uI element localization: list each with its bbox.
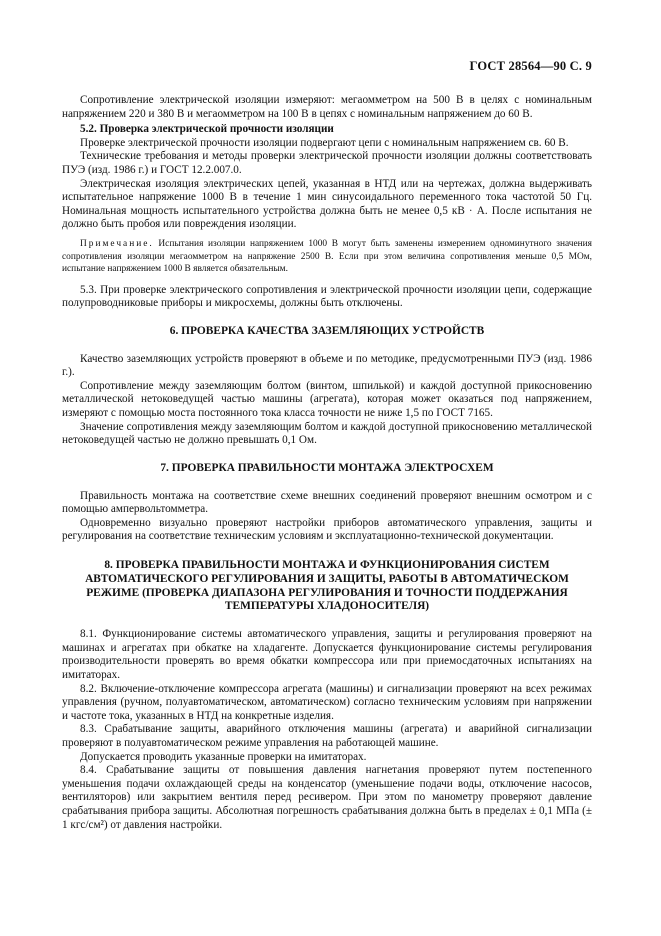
note-label: Примечание. <box>80 238 154 249</box>
paragraph-8-4: 8.4. Срабатывание защиты от повышения давления нагнетания проверяют путем постепенного уменьшения подачи охлаждающей среды на конденсатор (уменьшение подачи воды, отключение насосов, вентиляторов) или закрытием вентиля перед ресивером. При этом по манометру проверяют давление срабатывания прибора защиты. Абсолютная погрешность срабатывания должна быть в пределах ± 0,1 МПа (± 1 кгс/см²) от давления настройки. <box>62 764 592 831</box>
section-title-6: 6. ПРОВЕРКА КАЧЕСТВА ЗАЗЕМЛЯЮЩИХ УСТРОЙСТВ <box>169 324 485 337</box>
section-title-7: 7. ПРОВЕРКА ПРАВИЛЬНОСТИ МОНТАЖА ЭЛЕКТРОСХЕМ <box>160 461 494 474</box>
note-text: Испытания изоляции напряжением 1000 В могут быть заменены измерением одноминутного значения сопротивления изоляции мегаомметром на напряжение 2500 В. Если при этом величина сопротивления меньше 0,5 МОм, испытание напряжением 1000 В является обязательным. <box>62 238 592 275</box>
note-block <box>62 238 592 276</box>
paragraph-wiring-inspection: Правильность монтажа на соответствие схеме внешних соединений проверяют внешним осмотром и с помощью ампервольтомметра. <box>62 489 592 516</box>
section-8-heading-wrap <box>62 559 592 614</box>
paragraph-grounding-resistance: Сопротивление между заземляющим болтом (винтом, шпилькой) и каждой доступной прикосновению металлической нетоковедущей частью машины (агрегата), которая может оказаться под напряжением, измеряют с помощью моста постоянного тока класса точности не ниже 1,5 по ГОСТ 7165. <box>62 379 592 420</box>
section-7-heading-wrap <box>62 462 592 476</box>
paragraph-8-2: 8.2. Включение-отключение компрессора агрегата (машины) и сигнализации проверяют на всех режимах управления (ручном, полуавтоматическом, автоматическом) согласно техническим условиям при напряжении и частоте тока, указанных в НТД на конкретные изделия. <box>62 682 592 722</box>
section-title-8: 8. ПРОВЕРКА ПРАВИЛЬНОСТИ МОНТАЖА И ФУНКЦИОНИРОВАНИЯ СИСТЕМ АВТОМАТИЧЕСКОГО РЕГУЛИРОВАНИЯ И ЗАЩИТЫ, РАБОТЫ В АВТОМАТИЧЕСКОМ РЕЖИМЕ (ПРОВЕРКА ДИАПАЗОНА РЕГУЛИРОВАНИЯ И ТОЧНОСТИ ПОДДЕРЖАНИЯ ТЕМПЕРАТУРЫ ХЛАДОНОСИТЕЛЯ) <box>85 559 569 613</box>
document-body <box>62 94 592 832</box>
paragraph-insulation-measurement: Сопротивление электрической изоляции измеряют: мегаомметром на 500 В в целях с номинальным напряжением 220 и 380 В и мегаомметром на 100 В в цепях с номинальным напряжением до 60 В. <box>62 94 592 120</box>
paragraph-visual-settings-check: Одновременно визуально проверяют настройки приборов автоматического управления, защиты и регулирования на соответствие техническим условиям и эксплуатационно-технической документации. <box>62 516 592 543</box>
paragraph-5-3: 5.3. При проверке электрического сопротивления и электрической прочности изоляции цепи, содержащие полупроводниковые приборы и микросхемы, должны быть отключены. <box>62 283 592 310</box>
paragraph-technical-requirements: Технические требования и методы проверки электрической прочности изоляции должны соответствовать ПУЭ (изд. 1986 г.) и ГОСТ 12.2.007.0. <box>62 150 592 176</box>
paragraph-8-3: 8.3. Срабатывание защиты, аварийного отключения машины (агрегата) и аварийной сигнализации проверяют в полуавтоматическом режиме управления на работающей машине. <box>62 723 592 749</box>
page-header: ГОСТ 28564—90 С. 9 <box>469 59 592 73</box>
subsection-title-5-2: 5.2. Проверка электрической прочности изоляции <box>80 123 334 136</box>
section-6-heading-wrap <box>62 325 592 339</box>
paragraph-grounding-quality: Качество заземляющих устройств проверяют в объеме и по методике, предусмотренными ПУЭ (изд. 1986 г.). <box>62 352 592 379</box>
paragraph-8-1: 8.1. Функционирование системы автоматического управления, защиты и регулирования проверяют на машинах и агрегатах при обкатке на хладагенте. Допускается функционирование системы регулирования производительности проверять во время обкатки компрессора или при приемосдаточных испытаниях на имитаторах. <box>62 628 592 681</box>
paragraph-dielectric-circuits: Проверке электрической прочности изоляции подвергают цепи с номинальным напряжением св. 60 В. <box>80 136 569 149</box>
paragraph-resistance-limit: Значение сопротивления между заземляющим болтом и каждой доступной прикосновению металлической нетоковедущей частью не должно превышать 0,1 Ом. <box>62 420 592 447</box>
paragraph-simulators-allowed: Допускается проводить указанные проверки на имитаторах. <box>80 750 367 763</box>
paragraph-test-voltage: Электрическая изоляция электрических цепей, указанная в НТД или на чертежах, должна выдерживать испытательное напряжение 1000 В в течение 1 мин синусоидального переменного тока частотой 50 Гц. Номинальная мощность испытательного устройства должна быть не менее 0,5 кВ · А. После испытания не должно быть пробоя или повреждения изоляции. <box>62 177 592 231</box>
